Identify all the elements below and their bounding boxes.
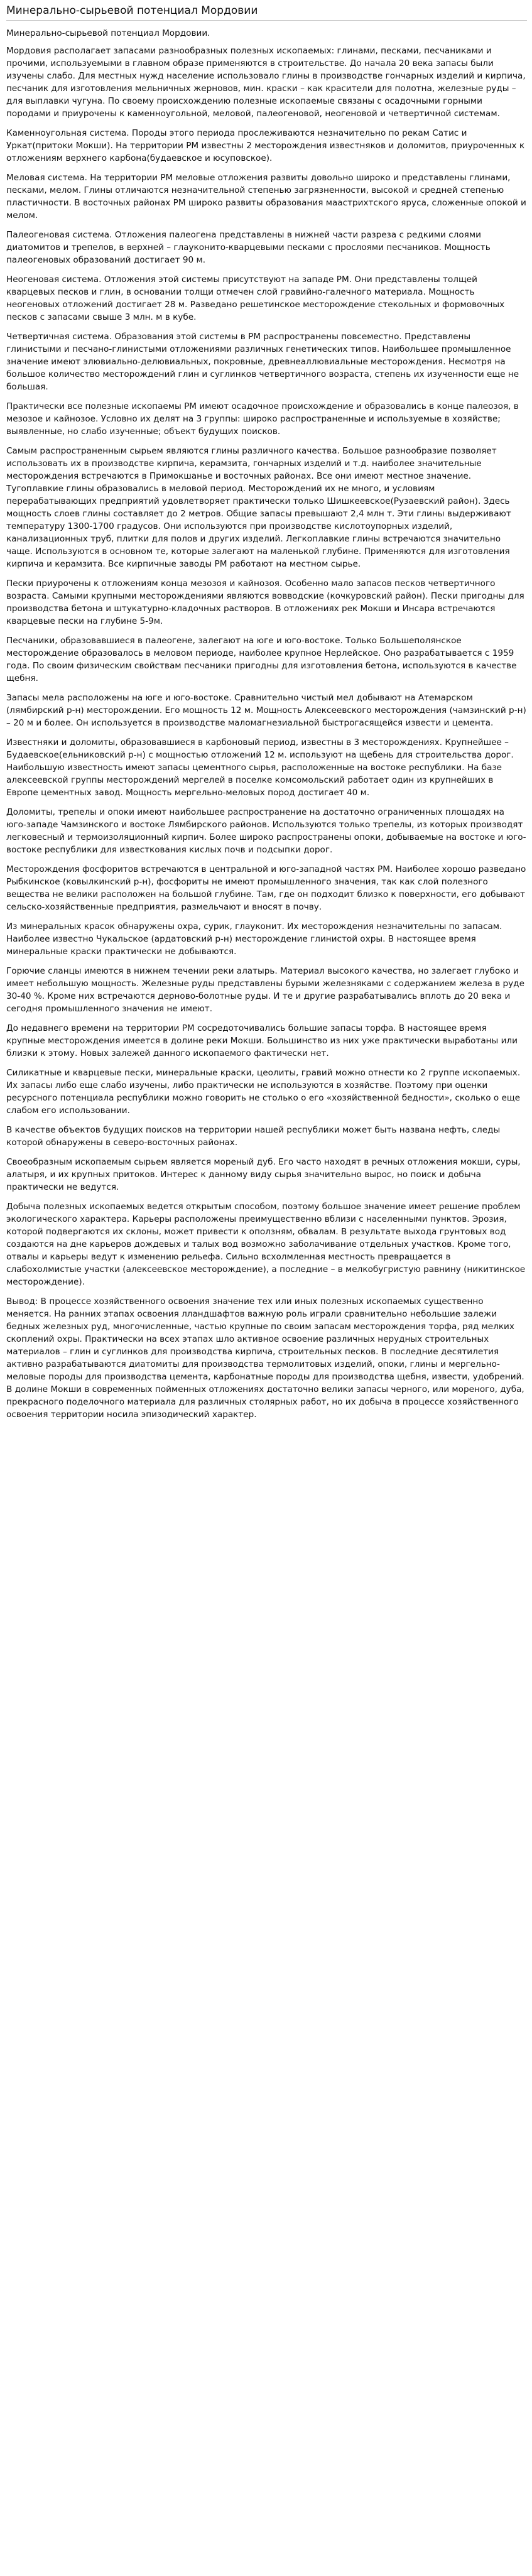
paragraph: Вывод: В процессе хозяйственного освоения значение тех или иных полезных ископаемых существенно меняется. На ранних этапах освоения лландшафтов важную роль играли сравнительно небольшие залежи бедных железных руд, многочисленные, частью крупные по своим запасам месторождения торфа, ряд мелких скоплений охры. Практически на всех этапах шло активное освоение различных нерудных строительных материалов – глин и суглинков для производства кирпича, строительных песков. В последние десятилетия активно разрабатываются диатомиты для производства термолитовых изделий, опоки, глины и мергельно-меловые породы для производства цемента, карбонатные породы для производства щебня, извести, удобрений. В долине Мокши в современных пойменных отложениях достаточно велики запасы черного, или мореного, дуба, прекрасного поделочного материала для различных столярных работ, но их добыча в процессе хозяйственного освоения территории носила эпизодический характер.	[6, 1296, 524, 1420]
paragraph: Меловая система. На территории РМ меловые отложения развиты довольно широко и представлены глинами, песками, мелом. Глины отличаются незначительной степенью загрязненности, высокой и средней степенью пластичности. В восточных районах РМ широко развиты образования маастрихтского яруса, сложенные опокой и мелом.	[6, 173, 526, 220]
paragraph: Самым распространенным сырьем являются глины различного качества. Большое разнообразие позволяет использовать их в производстве кирпича, керамзита, гончарных изделий и т.д. наиболее значительные месторождения встречаются в Примокшанье и восточных районах. Все они имеют местное значение. Тугоплавкие глины образовались в меловой период. Месторождений их не много, и условиям перерабатывающих предприятий удовлетворяет практически только Шишкеевское(Рузаевский район). Здесь мощность слоев глины составляет до 2 метров. Общие запасы превышают 2,4 млн т. Эти глины выдерживают температуру 1300-1700 градусов. Они используются при производстве кислотоупорных изделий, канализационных труб, плитки для полов и других изделий. Легкоплавкие глины встречаются значительно чаще. Используются в основном те, которые залегают на маленькой глубине. Применяются для изготовления кирпича и керамзита. Все кирпичные заводы РМ работают на местном сырье.	[6, 446, 511, 569]
paragraph: Запасы мела расположены на юге и юго-востоке. Сравнительно чистый мел добывают на Атемарском (лямбирский р-н) месторождении. Его мощность 12 м. Мощность Алексеевского месторождения (чамзинский р-н) – 20 м и более. Он используется в производстве маломагнезиальной быстрогасящейся извести и цемента.	[6, 693, 526, 728]
paragraph: Мордовия располагает запасами разнообразных полезных ископаемых: глинами, песками, песчаниками и прочими, используемыми в главном образе применяются в строительстве. До начала 20 века запасы были изучены слабо. Для местных нужд население использовало глины в производстве гончарных изделий и кирпича, песчаник для изготовления мельничных жерновов, мин. краски – как красители для полотна, железные руды – для выплавки чугуна. По своему происхождению полезные ископаемые связаны с осадочными горными породами и приурочены к каменноугольной, меловой, палеогеновой, неогеновой и четвертичной системам.	[6, 46, 526, 119]
paragraph: Каменноугольная система. Породы этого периода прослеживаются незначительно по рекам Сатис и Уркат(притоки Мокши). На территории РМ известны 2 месторождения известняков и доломитов, приуроченных к отложениям верхнего карбона(будаевское и юсуповское).	[6, 128, 525, 163]
paragraph: Практически все полезные ископаемы РМ имеют осадочное происхождение и образовались в конце палеозоя, в мезозое и кайнозое. Условно их делят на 3 группы: широко распространенные и используемые в хозяйстве; выявленные, но слабо изученные; объект будущих поисков.	[6, 401, 519, 437]
paragraph: Четвертичная система. Образования этой системы в РМ распространены повсеместно. Представлены глинистыми и песчано-глинистыми отложениями различных генетических типов. Наибольшее промышленное значение имеют элювиально-делювиальных, покровные, древнеаллювиальные месторождения. Несмотря на большое количество месторождений глин и суглинков четвертичного возраста, степень их изученности еще не большая.	[6, 332, 519, 392]
paragraph: Палеогеновая система. Отложения палеогена представлены в нижней части разреза с редкими слоями диатомитов и трепелов, в верхней – глауконито-кварцевыми песками с прослоями песчаников. Мощность палеогеновых образований достигает 90 м.	[6, 230, 491, 265]
paragraph: Силикатные и кварцевые пески, минеральные краски, цеолиты, гравий можно отнести ко 2 группе ископаемых. Их запасы либо еще слабо изучены, либо практически не используются в хозяйстве. Поэтому при оценки ресурсного потенциала республики можно говорить не столько о его «хозяйственной бедности», сколько о еще слабом его использовании.	[6, 1068, 521, 1116]
paragraph: Известняки и доломиты, образовавшиеся в карбоновый период, известны в 3 месторождениях. Крупнейшее – Будаевское(ельниковский р-н) с мощностью отложений 12 м. используют на щебень для строительства дорог. Наибольшую известность имеют запасы цементного сырья, расположенные на востоке республики. На базе алексеевской группы месторождений мергелей в поселке комсомольский работает один из крупнейших в Европе цементных завод. Мощность мергельно-меловых пород достигает 40 м.	[6, 737, 514, 798]
paragraph: Пески приурочены к отложениям конца мезозоя и кайнозоя. Особенно мало запасов песков четвертичного возраста. Самыми крупными месторождениями являются вовводские (кочкуровский район). Пески пригодны для производства бетона и штукатурно-кладочных растворов. В отложениях рек Мокши и Инсара встречаются кварцевые пески на глубине 5-9м.	[6, 579, 524, 626]
paragraph: Из минеральных красок обнаружены охра, сурик, глауконит. Их месторождения незначительны по запасам. Наиболее известно Чукальское (ардатовский р-н) месторождение глинистой охры. В настоящее время минеральные краски практически не добываются.	[6, 921, 502, 957]
article-subtitle: Минерально-сырьевой потенциал Мордовии.	[6, 28, 210, 38]
paragraph: Неогеновая система. Отложения этой системы присутствуют на западе РМ. Они представлены толщей кварцевых песков и глин, в основании толщи отмечен слой гравийно-галечного материала. Мощность неогеновых отложений достигает 28 м. Разведано решетинское месторождение стекольных и формовочных песков с запасами свыше 3 млн. м в кубе.	[6, 274, 505, 322]
paragraph: Песчаники, образовавшиеся в палеогене, залегают на юге и юго-востоке. Только Большеполянское месторождение образовалось в меловом периоде, наиболее крупное Нерлейское. Оно разрабатывается с 1959 года. По своим физическим свойствам песчаники пригодны для изготовления бетона, используются в качестве щебня.	[6, 636, 517, 683]
paragraph: До недавнего времени на территории РМ сосредоточивались большие запасы торфа. В настоящее время крупные месторождения имеется в долине реки Мокши. Большинство из них уже практически выработаны или близки к этому. Новых залежей данного ископаемого фактически нет.	[6, 1023, 518, 1058]
paragraph: Добыча полезных ископаемых ведется открытым способом, поэтому большое значение имеет решение проблем экологического характера. Карьеры расположены преимущественно вблизи с населенными пунктов. Эрозия, которой подвергаются их склоны, может привести к оползням, обвалам. В результате выхода грунтовых вод создаются на дне карьеров дождевых и талых вод возможно заболачивание отдельных участков. Кроме того, отвалы и карьеры ведут к изменению рельефа. Сильно всхолмленная местность превращается в слабохолмистые участки (алексеевское месторождение), а последние – в мелкобугристую равнину (никитинское месторождение).	[6, 1202, 526, 1287]
paragraph: Месторождения фосфоритов встречаются в центральной и юго-западной частях РМ. Наиболее хорошо разведано Рыбкинское (ковылкинский р-н), фосфориты не имеют промышленного значения, так как слой полезного вещества не велики расположен на большой глубине. Там, где он подходит близко к поверхности, его добывают сельско-хозяйственные предприятия, размельчают и вносят в почву.	[6, 864, 526, 912]
paragraph: Доломиты, трепелы и опоки имеют наибольшее распространение на достаточно ограниченных площадях на юго-западе Чамзинского и востоке Лямбирского районов. Используются только трепелы, из которых производят легковесный и термоизоляционный кирпич. Более широко распространены опоки, добываемые на востоке и юго-востоке республики для известкования кислых почв и подсыпки дорог.	[6, 807, 526, 855]
paragraph: В качестве объектов будущих поисков на территории нашей республики может быть названа нефть, следы которой обнаружены в северо-восточных районах.	[6, 1125, 501, 1148]
page-title: Минерально-сырьевой потенциал Мордовии	[6, 4, 527, 21]
article-body	[6, 45, 527, 1421]
paragraph: Своеобразным ископаемым сырьем является мореный дуб. Его часто находят в речных отложения мокши, суры, алатыря, и их крупных притоков. Интерес к данному виду сырья значительно вырос, но поиск и добыча практически не ведутся.	[6, 1157, 521, 1192]
paragraph: Горючие сланцы имеются в нижнем течении реки алатырь. Материал высокого качества, но залегает глубоко и имеет небольшую мощность. Железные руды представлены бурыми железняками с содержанием железа в руде 30-40 %. Кроме них встречаются дерново-болотные руды. И те и другие разрабатывались вплоть до 20 века и сегодня промышленного значения не имеют.	[6, 966, 524, 1014]
